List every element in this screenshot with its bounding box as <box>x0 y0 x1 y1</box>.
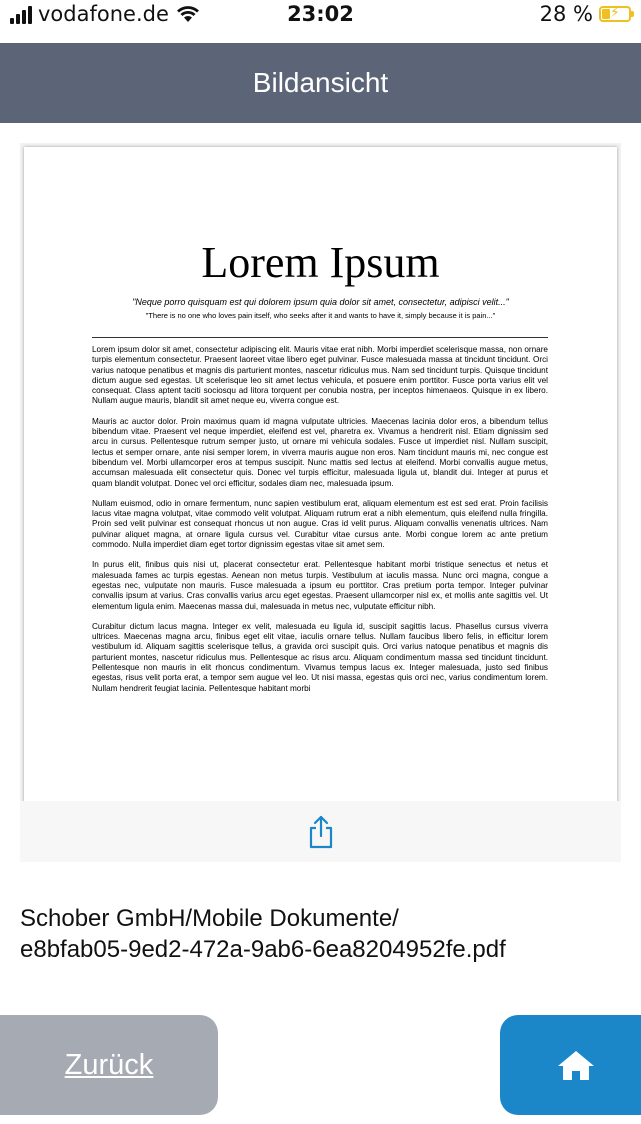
share-toolbar <box>20 801 621 862</box>
paragraph: Curabitur dictum lacus magna. Integer ex velit, malesuada eu ligula id, suscipit sagittis lacus. Phasellus cursus viverra ultrices. Maecenas magna arcu, finibus eget elit vitae, iaculis ornare tellus. Nullam faucibus libero felis, in efficitur lorem vestibulum id. Aliquam sagittis scelerisque tellus, a gravida orci suscipit quis. Orci varius natoque penatibus et magnis dis parturient montes, nascetur ridiculus mus. Pellentesque ac risus arcu. Aliquam condimentum massa sed tincidunt tincidunt. Pellentesque non mauris in elit rhoncus condimentum. Vivamus tempus lacus ex. Integer malesuada, justo sed finibus egestas, risus velit porta erat, a tempor sem augue vel leo. Ut nisi massa, egestas quis orci nec, varius condimentum lorem. Nullam hendrerit feugiat lacinia. Pellentesque habitant morbi <box>92 621 548 693</box>
document-quote: "Neque porro quisquam est qui dolorem ipsum quia dolor sit amet, consectetur, adipisci velit..." <box>132 297 509 307</box>
document-viewer[interactable] <box>20 143 621 862</box>
back-button[interactable] <box>0 1015 218 1115</box>
page-title: Bildansicht <box>252 67 389 98</box>
document-title: Lorem Ipsum <box>201 238 440 287</box>
status-right <box>540 2 631 26</box>
battery-percent: 28 % <box>539 2 593 26</box>
home-icon <box>556 1048 596 1082</box>
page-header <box>0 43 641 123</box>
share-button[interactable] <box>301 812 341 852</box>
file-path <box>20 903 620 965</box>
paragraph: Mauris ac auctor dolor. Proin maximus quam id magna vulputate ultricies. Maecenas lacinia dolor eros, a bibendum tellus bibendum vitae. Praesent vel neque imperdiet, eleifend est vel, pharetra ex. Vivamus a hendrerit nisl. Etiam dignissim sed arcu in cursus. Pellentesque rutrum semper justo, ut ornare mi vehicula sodales. Fusce ut imperdiet nisl. Nullam suscipit, lectus et semper ornare, ante nisi semper lorem, in viverra mauris augue non eros. Nam tincidunt mauris mi, nec congue est bibendum vel. Morbi ullamcorper eros at tempus suscipit. Nunc mattis sed lectus at eleifend. Morbi convallis augue metus, accumsan malesuada elit consectetur quis. Donec vel turpis efficitur, malesuada ligula ut, blandit dui. Integer at purus et quam blandit volutpat. Donec vel orci efficitur, sodales diam nec, malesuada ipsum. <box>92 416 548 488</box>
divider <box>92 337 548 338</box>
document-body <box>92 345 548 704</box>
share-icon <box>308 815 334 849</box>
document-page <box>24 147 617 862</box>
status-bar <box>0 0 641 32</box>
paragraph: Lorem ipsum dolor sit amet, consectetur adipiscing elit. Mauris vitae erat nibh. Morbi imperdiet scelerisque massa, non ornare turpis elementum consectetur. Praesent laoreet vitae libero eget pulvinar. Fusce malesuada massa at tincidunt tincidunt. Orci varius natoque penatibus et magnis dis parturient montes, nascetur ridiculus mus. Nam sed tincidunt turpis. Quisque tincidunt dictum augue sed egestas. Ut scelerisque leo sit amet lectus vehicula, et posuere enim porttitor. Fusce porta varius elit vel consequat. Class aptent taciti sociosqu ad litora torquent per conubia nostra, per inceptos himenaeos. Quisque in ex libero. Nullam augue mauris, blandit sit amet neque eu, viverra congue est. <box>92 345 548 406</box>
paragraph: In purus elit, finibus quis nisi ut, placerat consectetur erat. Pellentesque habitant morbi tristique senectus et netus et malesuada fames ac turpis egestas. Aenean non metus turpis. Vestibulum at iaculis massa. Nunc orci magna, congue a egestas nec, vulputate non mauris. Fusce malesuada a ipsum eu porttitor. Cras pretium porta tempor. Integer pulvinar convallis ipsum at varius. Cras convallis varius arcu eget egestas. Praesent ullamcorper nisl ex, et mollis ante sagittis vel. Ut elementum ligula enim. Maecenas massa dui, malesuada in metus nec, vulputate efficitur nibh. <box>92 560 548 611</box>
back-button-label: Zurück <box>64 1048 154 1081</box>
paragraph: Nullam euismod, odio in ornare fermentum, nunc sapien vestibulum erat, aliquam elementum est est sed erat. Proin facilisis lacus vitae magna volutpat, vitae commodo velit volutpat. Aliquam rutrum erat a nibh elementum, quis eleifend nulla fringilla. Proin sed velit pulvinar est consequat rhoncus ut non augue. Cras id velit purus. Aliquam convallis venenatis ultrices. Nam pulvinar aliquet magna, at ornare ligula cursus vel. Curabitur vitae cursus ante. Morbi congue lorem ac ante pretium commodo. Nulla imperdiet diam eget tortor dignissim egestas vitae sit amet sem. <box>92 498 548 550</box>
status-time: 23:02 <box>287 2 354 26</box>
file-path-filename: e8bfab05-9ed2-472a-9ab6-6ea8204952fe.pdf <box>20 936 506 963</box>
document-quote-translation: "There is no one who loves pain itself, who seeks after it and wants to have it, simply because it is pain..." <box>145 311 496 320</box>
battery-charging-icon: ⚡ <box>599 6 631 22</box>
carrier-name: vodafone.de <box>38 2 169 26</box>
home-button[interactable] <box>500 1015 641 1115</box>
file-path-folder: Schober GmbH/Mobile Dokumente/ <box>20 905 399 932</box>
